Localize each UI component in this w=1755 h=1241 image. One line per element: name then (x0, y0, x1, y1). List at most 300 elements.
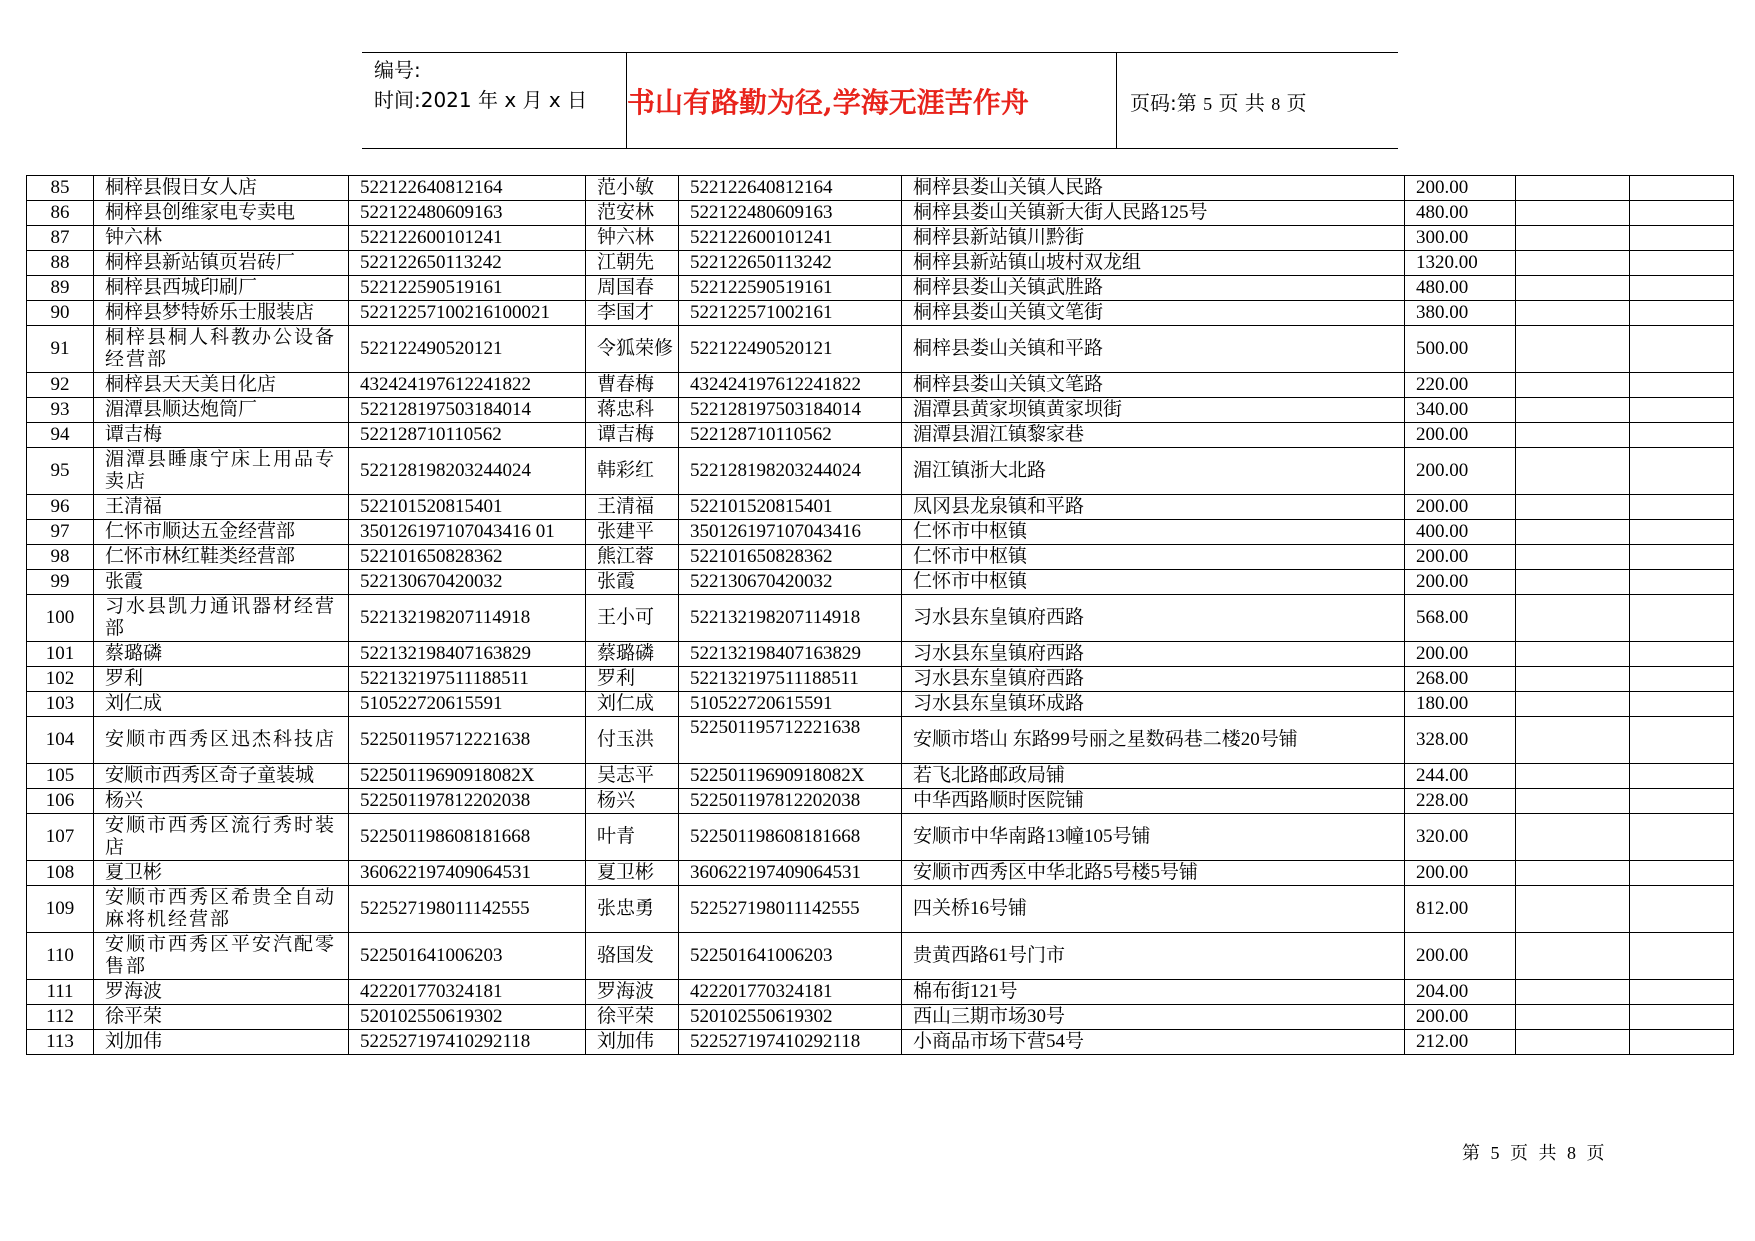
empty-cell (1516, 692, 1630, 717)
amount: 268.00 (1405, 667, 1516, 692)
address: 贵黄西路61号门市 (902, 933, 1405, 980)
amount: 400.00 (1405, 520, 1516, 545)
page-footer: 第 5 页 共 8 页 (1462, 1143, 1608, 1163)
table-row (27, 642, 1734, 667)
address: 仁怀市中枢镇 (902, 520, 1405, 545)
table-row (27, 201, 1734, 226)
amount: 480.00 (1405, 201, 1516, 226)
table-row (27, 764, 1734, 789)
table-row (27, 1030, 1734, 1055)
row-number: 99 (27, 570, 94, 595)
license-number: 422201770324181 (349, 980, 586, 1005)
owner-name: 谭吉梅 (586, 423, 679, 448)
address: 习水县东皇镇府西路 (902, 595, 1405, 642)
table-row (27, 301, 1734, 326)
empty-cell (1516, 717, 1630, 764)
empty-cell (1516, 1005, 1630, 1030)
address: 桐梓县新站镇山坡村双龙组 (902, 251, 1405, 276)
license-number: 432424197612241822 (349, 373, 586, 398)
row-number: 97 (27, 520, 94, 545)
business-name: 桐梓县梦特娇乐士服装店 (94, 301, 349, 326)
business-name: 习水县凯力通讯器材经营部 (94, 595, 349, 642)
header-page-number (1130, 87, 1307, 116)
page-total: 8 (1271, 94, 1281, 114)
row-number: 102 (27, 667, 94, 692)
empty-cell (1630, 276, 1734, 301)
empty-cell (1630, 301, 1734, 326)
row-number: 104 (27, 717, 94, 764)
license-number: 522122590519161 (349, 276, 586, 301)
business-name: 杨兴 (94, 789, 349, 814)
license-number: 522132198407163829 (349, 642, 586, 667)
owner-id: 522122480609163 (679, 201, 902, 226)
amount: 200.00 (1405, 933, 1516, 980)
row-number: 95 (27, 448, 94, 495)
address: 湄潭县湄江镇黎家巷 (902, 423, 1405, 448)
owner-id: 522122490520121 (679, 326, 902, 373)
license-number: 52212257100216100021 (349, 301, 586, 326)
table-row (27, 398, 1734, 423)
address: 桐梓县娄山关镇武胜路 (902, 276, 1405, 301)
license-number: 522128197503184014 (349, 398, 586, 423)
amount: 320.00 (1405, 814, 1516, 861)
empty-cell (1630, 595, 1734, 642)
table-row (27, 980, 1734, 1005)
owner-name: 蔡璐磷 (586, 642, 679, 667)
business-name: 安顺市西秀区流行秀时装店 (94, 814, 349, 861)
owner-id: 522132197511188511 (679, 667, 902, 692)
owner-name: 周国春 (586, 276, 679, 301)
amount: 812.00 (1405, 886, 1516, 933)
address: 安顺市塔山 东路99号丽之星数码巷二楼20号铺 (902, 717, 1405, 764)
empty-cell (1516, 326, 1630, 373)
empty-cell (1630, 1005, 1734, 1030)
owner-id: 360622197409064531 (679, 861, 902, 886)
business-name: 钟六林 (94, 226, 349, 251)
owner-id: 52250119690918082X (679, 764, 902, 789)
empty-cell (1630, 692, 1734, 717)
business-name: 安顺市西秀区平安汽配零售部 (94, 933, 349, 980)
owner-name: 王小可 (586, 595, 679, 642)
row-number: 87 (27, 226, 94, 251)
owner-id: 522122640812164 (679, 176, 902, 201)
empty-cell (1630, 545, 1734, 570)
address: 安顺市西秀区中华北路5号楼5号铺 (902, 861, 1405, 886)
owner-id: 350126197107043416 (679, 520, 902, 545)
empty-cell (1630, 886, 1734, 933)
empty-cell (1516, 861, 1630, 886)
row-number: 108 (27, 861, 94, 886)
page-suffix: 页 (1286, 91, 1307, 115)
license-number: 522501641006203 (349, 933, 586, 980)
empty-cell (1516, 201, 1630, 226)
license-number: 350126197107043416 01 (349, 520, 586, 545)
amount: 200.00 (1405, 495, 1516, 520)
owner-id: 522132198407163829 (679, 642, 902, 667)
amount: 300.00 (1405, 226, 1516, 251)
owner-name: 范小敏 (586, 176, 679, 201)
amount: 500.00 (1405, 326, 1516, 373)
row-number: 107 (27, 814, 94, 861)
business-name: 湄潭县睡康宁床上用品专卖店 (94, 448, 349, 495)
business-name: 桐梓县创维家电专卖电 (94, 201, 349, 226)
license-number: 52250119690918082X (349, 764, 586, 789)
empty-cell (1630, 789, 1734, 814)
owner-name: 叶青 (586, 814, 679, 861)
owner-name: 刘加伟 (586, 1030, 679, 1055)
row-number: 113 (27, 1030, 94, 1055)
owner-name: 夏卫彬 (586, 861, 679, 886)
license-number: 522132198207114918 (349, 595, 586, 642)
table-row (27, 692, 1734, 717)
empty-cell (1630, 398, 1734, 423)
owner-id: 522101650828362 (679, 545, 902, 570)
license-number: 522501195712221638 (349, 717, 586, 764)
table-row (27, 226, 1734, 251)
table-body (27, 176, 1734, 1055)
license-number: 522527198011142555 (349, 886, 586, 933)
table-row (27, 495, 1734, 520)
address: 习水县东皇镇府西路 (902, 642, 1405, 667)
table-row (27, 861, 1734, 886)
address: 中华西路顺时医院铺 (902, 789, 1405, 814)
business-name: 王清福 (94, 495, 349, 520)
address: 安顺市中华南路13幢105号铺 (902, 814, 1405, 861)
row-number: 110 (27, 933, 94, 980)
license-number: 522122600101241 (349, 226, 586, 251)
address: 四关桥16号铺 (902, 886, 1405, 933)
address: 桐梓县娄山关镇和平路 (902, 326, 1405, 373)
business-name: 谭吉梅 (94, 423, 349, 448)
business-name: 蔡璐磷 (94, 642, 349, 667)
business-name: 夏卫彬 (94, 861, 349, 886)
owner-id: 522101520815401 (679, 495, 902, 520)
row-number: 98 (27, 545, 94, 570)
owner-name: 付玉洪 (586, 717, 679, 764)
empty-cell (1516, 276, 1630, 301)
amount: 180.00 (1405, 692, 1516, 717)
license-number: 522128198203244024 (349, 448, 586, 495)
table-row (27, 373, 1734, 398)
empty-cell (1516, 545, 1630, 570)
row-number: 100 (27, 595, 94, 642)
business-name: 徐平荣 (94, 1005, 349, 1030)
license-number: 522130670420032 (349, 570, 586, 595)
license-number: 522501198608181668 (349, 814, 586, 861)
owner-id: 522527198011142555 (679, 886, 902, 933)
owner-id: 522132198207114918 (679, 595, 902, 642)
address: 仁怀市中枢镇 (902, 570, 1405, 595)
amount: 200.00 (1405, 423, 1516, 448)
table-row (27, 717, 1734, 764)
row-number: 88 (27, 251, 94, 276)
license-number: 522122480609163 (349, 201, 586, 226)
amount: 200.00 (1405, 570, 1516, 595)
table-row (27, 326, 1734, 373)
address: 若飞北路邮政局铺 (902, 764, 1405, 789)
license-number: 522122490520121 (349, 326, 586, 373)
amount: 328.00 (1405, 717, 1516, 764)
empty-cell (1516, 301, 1630, 326)
owner-name: 刘仁成 (586, 692, 679, 717)
time-label: 时间:2021 年 x 月 x 日 (374, 88, 588, 112)
empty-cell (1516, 226, 1630, 251)
address: 棉布街121号 (902, 980, 1405, 1005)
address: 习水县东皇镇府西路 (902, 667, 1405, 692)
table-row (27, 423, 1734, 448)
owner-name: 曹春梅 (586, 373, 679, 398)
address: 桐梓县娄山关镇人民路 (902, 176, 1405, 201)
empty-cell (1516, 764, 1630, 789)
business-name: 安顺市西秀区迅杰科技店 (94, 717, 349, 764)
empty-cell (1630, 176, 1734, 201)
empty-cell (1516, 814, 1630, 861)
owner-name: 江朝先 (586, 251, 679, 276)
empty-cell (1516, 642, 1630, 667)
amount: 568.00 (1405, 595, 1516, 642)
address: 桐梓县娄山关镇文笔街 (902, 301, 1405, 326)
amount: 204.00 (1405, 980, 1516, 1005)
license-number: 510522720615591 (349, 692, 586, 717)
owner-id: 522128197503184014 (679, 398, 902, 423)
owner-id: 432424197612241822 (679, 373, 902, 398)
empty-cell (1516, 789, 1630, 814)
table-row (27, 814, 1734, 861)
row-number: 93 (27, 398, 94, 423)
business-name: 刘仁成 (94, 692, 349, 717)
owner-name: 罗利 (586, 667, 679, 692)
owner-name: 张忠勇 (586, 886, 679, 933)
page-current: 5 (1203, 94, 1213, 114)
business-name: 桐梓县假日女人店 (94, 176, 349, 201)
empty-cell (1630, 373, 1734, 398)
owner-id: 522501641006203 (679, 933, 902, 980)
empty-cell (1516, 667, 1630, 692)
empty-cell (1630, 520, 1734, 545)
owner-id: 522122650113242 (679, 251, 902, 276)
empty-cell (1516, 980, 1630, 1005)
owner-name: 吴志平 (586, 764, 679, 789)
amount: 1320.00 (1405, 251, 1516, 276)
row-number: 106 (27, 789, 94, 814)
header-divider (1116, 53, 1117, 148)
owner-name: 杨兴 (586, 789, 679, 814)
address: 小商品市场下营54号 (902, 1030, 1405, 1055)
owner-id: 522128710110562 (679, 423, 902, 448)
row-number: 96 (27, 495, 94, 520)
owner-id: 522122590519161 (679, 276, 902, 301)
address: 习水县东皇镇环成路 (902, 692, 1405, 717)
page-header (362, 52, 1398, 149)
address: 凤冈县龙泉镇和平路 (902, 495, 1405, 520)
empty-cell (1516, 423, 1630, 448)
empty-cell (1630, 667, 1734, 692)
business-name: 张霞 (94, 570, 349, 595)
license-number: 522122640812164 (349, 176, 586, 201)
empty-cell (1630, 326, 1734, 373)
row-number: 89 (27, 276, 94, 301)
owner-name: 王清福 (586, 495, 679, 520)
business-name: 桐梓县桐人科教办公设备经营部 (94, 326, 349, 373)
empty-cell (1630, 764, 1734, 789)
amount: 220.00 (1405, 373, 1516, 398)
table-row (27, 276, 1734, 301)
amount: 480.00 (1405, 276, 1516, 301)
empty-cell (1516, 448, 1630, 495)
row-number: 91 (27, 326, 94, 373)
business-name: 仁怀市林红鞋类经营部 (94, 545, 349, 570)
license-number: 522122650113242 (349, 251, 586, 276)
empty-cell (1630, 814, 1734, 861)
empty-cell (1630, 1030, 1734, 1055)
owner-id: 522527197410292118 (679, 1030, 902, 1055)
owner-id: 522501198608181668 (679, 814, 902, 861)
owner-name: 范安林 (586, 201, 679, 226)
table-row (27, 545, 1734, 570)
license-number: 360622197409064531 (349, 861, 586, 886)
amount: 200.00 (1405, 545, 1516, 570)
business-name: 桐梓县新站镇页岩砖厂 (94, 251, 349, 276)
business-name: 刘加伟 (94, 1030, 349, 1055)
empty-cell (1516, 570, 1630, 595)
table-row (27, 789, 1734, 814)
row-number: 103 (27, 692, 94, 717)
amount: 244.00 (1405, 764, 1516, 789)
amount: 212.00 (1405, 1030, 1516, 1055)
address: 桐梓县娄山关镇新大街人民路125号 (902, 201, 1405, 226)
business-name: 罗利 (94, 667, 349, 692)
license-number: 522132197511188511 (349, 667, 586, 692)
header-meta (374, 55, 587, 115)
owner-id: 522122600101241 (679, 226, 902, 251)
row-number: 85 (27, 176, 94, 201)
address: 桐梓县娄山关镇文笔路 (902, 373, 1405, 398)
owner-id: 522128198203244024 (679, 448, 902, 495)
table-row (27, 933, 1734, 980)
row-number: 109 (27, 886, 94, 933)
business-name: 湄潭县顺达炮筒厂 (94, 398, 349, 423)
owner-id: 520102550619302 (679, 1005, 902, 1030)
amount: 200.00 (1405, 642, 1516, 667)
address: 湄潭县黄家坝镇黄家坝街 (902, 398, 1405, 423)
license-number: 522101520815401 (349, 495, 586, 520)
empty-cell (1516, 373, 1630, 398)
row-number: 86 (27, 201, 94, 226)
empty-cell (1630, 201, 1734, 226)
empty-cell (1630, 861, 1734, 886)
empty-cell (1516, 886, 1630, 933)
owner-name: 张建平 (586, 520, 679, 545)
owner-name: 令狐荣修 (586, 326, 679, 373)
header-motto: 书山有路勤为径,学海无涯苦作舟 (627, 86, 1029, 119)
empty-cell (1516, 176, 1630, 201)
number-label: 编号: (374, 58, 421, 82)
empty-cell (1630, 448, 1734, 495)
amount: 200.00 (1405, 1005, 1516, 1030)
empty-cell (1516, 933, 1630, 980)
owner-name: 熊江蓉 (586, 545, 679, 570)
table-row (27, 520, 1734, 545)
license-number: 522101650828362 (349, 545, 586, 570)
empty-cell (1516, 1030, 1630, 1055)
owner-id: 522501195712221638 (679, 717, 902, 764)
table-row (27, 1005, 1734, 1030)
records-table (26, 175, 1734, 1055)
empty-cell (1630, 980, 1734, 1005)
owner-name: 蒋忠科 (586, 398, 679, 423)
empty-cell (1516, 595, 1630, 642)
amount: 228.00 (1405, 789, 1516, 814)
row-number: 105 (27, 764, 94, 789)
address: 湄江镇浙大北路 (902, 448, 1405, 495)
row-number: 101 (27, 642, 94, 667)
row-number: 112 (27, 1005, 94, 1030)
empty-cell (1630, 251, 1734, 276)
empty-cell (1516, 520, 1630, 545)
table-row (27, 886, 1734, 933)
empty-cell (1630, 933, 1734, 980)
empty-cell (1630, 642, 1734, 667)
empty-cell (1630, 570, 1734, 595)
owner-name: 罗海波 (586, 980, 679, 1005)
owner-name: 韩彩红 (586, 448, 679, 495)
empty-cell (1516, 495, 1630, 520)
row-number: 94 (27, 423, 94, 448)
owner-name: 钟六林 (586, 226, 679, 251)
address: 仁怀市中枢镇 (902, 545, 1405, 570)
address: 西山三期市场30号 (902, 1005, 1405, 1030)
license-number: 522501197812202038 (349, 789, 586, 814)
row-number: 111 (27, 980, 94, 1005)
business-name: 桐梓县天天美日化店 (94, 373, 349, 398)
page-mid: 页 共 (1218, 91, 1265, 115)
empty-cell (1630, 423, 1734, 448)
amount: 200.00 (1405, 448, 1516, 495)
owner-name: 李国才 (586, 301, 679, 326)
empty-cell (1516, 251, 1630, 276)
owner-id: 522501197812202038 (679, 789, 902, 814)
table-row (27, 176, 1734, 201)
license-number: 520102550619302 (349, 1005, 586, 1030)
owner-name: 徐平荣 (586, 1005, 679, 1030)
page-prefix: 页码:第 (1130, 91, 1197, 115)
empty-cell (1630, 717, 1734, 764)
business-name: 罗海波 (94, 980, 349, 1005)
owner-name: 张霞 (586, 570, 679, 595)
amount: 380.00 (1405, 301, 1516, 326)
address: 桐梓县新站镇川黔街 (902, 226, 1405, 251)
empty-cell (1630, 226, 1734, 251)
amount: 340.00 (1405, 398, 1516, 423)
amount: 200.00 (1405, 176, 1516, 201)
table-row (27, 595, 1734, 642)
license-number: 522128710110562 (349, 423, 586, 448)
row-number: 90 (27, 301, 94, 326)
table-row (27, 251, 1734, 276)
table-row (27, 667, 1734, 692)
amount: 200.00 (1405, 861, 1516, 886)
empty-cell (1630, 495, 1734, 520)
owner-name: 骆国发 (586, 933, 679, 980)
owner-id: 522122571002161 (679, 301, 902, 326)
business-name: 仁怀市顺达五金经营部 (94, 520, 349, 545)
table-row (27, 570, 1734, 595)
row-number: 92 (27, 373, 94, 398)
business-name: 桐梓县西城印刷厂 (94, 276, 349, 301)
table-row (27, 448, 1734, 495)
business-name: 安顺市西秀区希贵全自动麻将机经营部 (94, 886, 349, 933)
owner-id: 422201770324181 (679, 980, 902, 1005)
